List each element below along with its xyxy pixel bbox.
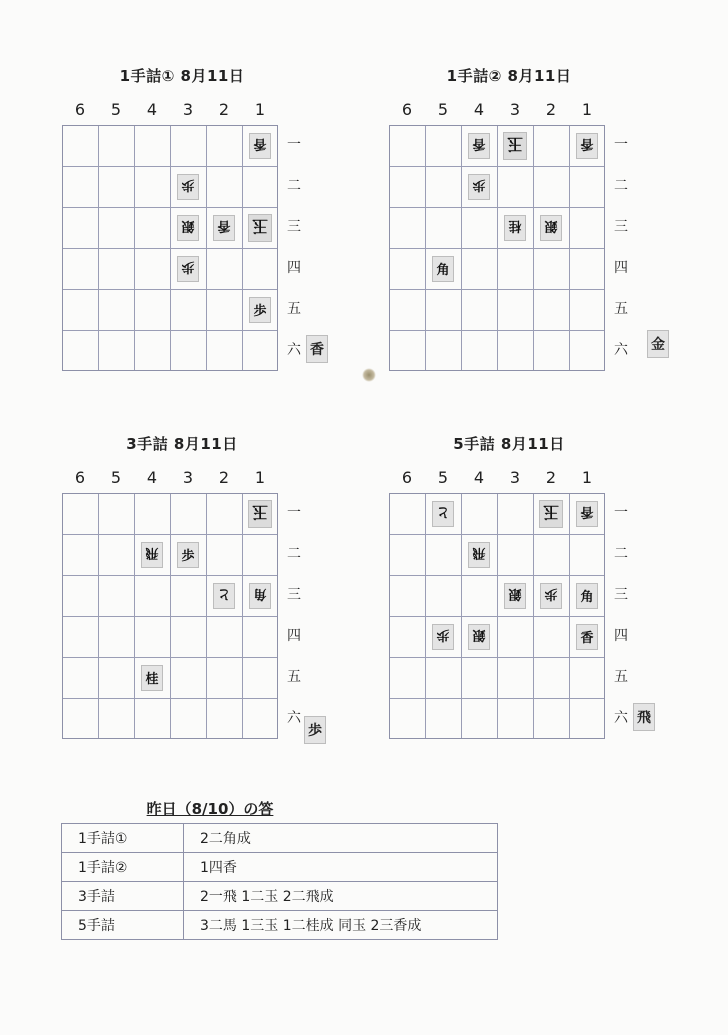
grid-line <box>533 494 534 738</box>
row-numbers <box>284 493 304 739</box>
problem-2 <box>389 65 689 405</box>
answers-title: 昨日（8/10）の答 <box>146 800 274 818</box>
row-number: 四 <box>614 628 628 644</box>
column-number: 4 <box>473 468 485 487</box>
shogi-piece: 銀 <box>504 583 526 609</box>
shogi-piece: 角 <box>432 256 454 282</box>
row-number: 四 <box>614 260 628 276</box>
column-number: 5 <box>437 468 449 487</box>
answer-label: 3手詰 <box>62 882 184 911</box>
shogi-piece: 角 <box>576 583 598 609</box>
shogi-piece: 香 <box>576 624 598 650</box>
grid-line <box>390 248 604 249</box>
row-number: 一 <box>614 137 628 153</box>
answer-label: 1手詰① <box>62 824 184 853</box>
row-number: 二 <box>287 546 301 562</box>
column-number: 3 <box>182 100 194 119</box>
column-number: 6 <box>401 468 413 487</box>
shogi-piece: 歩 <box>540 583 562 609</box>
row-number: 四 <box>287 260 301 276</box>
problem-title: 1手詰② 8月11日 <box>446 67 572 85</box>
problem-title: 5手詰 8月11日 <box>453 435 565 453</box>
shogi-piece: 玉 <box>248 500 272 528</box>
grid-line <box>63 248 277 249</box>
answer-text: 3二馬 1三玉 1二桂成 同玉 2三香成 <box>184 911 498 940</box>
column-number: 4 <box>146 468 158 487</box>
shogi-piece: 銀 <box>468 624 490 650</box>
shogi-piece: 歩 <box>177 256 199 282</box>
shogi-piece: 桂 <box>504 215 526 241</box>
column-number: 1 <box>581 100 593 119</box>
column-number: 3 <box>509 100 521 119</box>
row-number: 五 <box>287 301 301 317</box>
row-number: 四 <box>287 628 301 644</box>
row-number: 一 <box>287 505 301 521</box>
problem-title: 3手詰 8月11日 <box>126 435 238 453</box>
row-number: 五 <box>614 669 628 685</box>
table-row <box>62 853 498 882</box>
shogi-piece: 玉 <box>248 214 272 242</box>
column-number: 4 <box>473 100 485 119</box>
column-number: 1 <box>254 468 266 487</box>
shogi-piece: 香 <box>468 133 490 159</box>
paper-smudge <box>362 368 376 382</box>
shogi-board <box>62 493 278 739</box>
grid-line <box>63 330 277 331</box>
shogi-piece: 玉 <box>539 500 563 528</box>
shogi-piece: 歩 <box>177 542 199 568</box>
grid-line <box>63 616 277 617</box>
shogi-board <box>389 125 605 371</box>
grid-line <box>206 126 207 370</box>
table-row <box>62 882 498 911</box>
row-numbers <box>611 493 631 739</box>
answer-label: 1手詰② <box>62 853 184 882</box>
column-number: 3 <box>509 468 521 487</box>
column-number: 2 <box>545 100 557 119</box>
shogi-piece: 香 <box>576 133 598 159</box>
shogi-piece: 歩 <box>177 174 199 200</box>
grid-line <box>569 494 570 738</box>
shogi-piece: 桂 <box>141 665 163 691</box>
shogi-piece: 銀 <box>540 215 562 241</box>
problem-3 <box>62 433 362 773</box>
shogi-piece: 玉 <box>503 132 527 160</box>
piece-in-hand: 金 <box>647 330 669 358</box>
answer-text: 2二角成 <box>184 824 498 853</box>
shogi-piece: 歩 <box>249 297 271 323</box>
grid-line <box>390 330 604 331</box>
row-number: 六 <box>614 342 628 358</box>
row-numbers <box>284 125 304 371</box>
column-number: 2 <box>545 468 557 487</box>
shogi-piece: 飛 <box>141 542 163 568</box>
answer-text: 2一飛 1二玉 2二飛成 <box>184 882 498 911</box>
column-number: 5 <box>110 468 122 487</box>
table-row <box>62 911 498 940</box>
grid-line <box>390 657 604 658</box>
piece-in-hand: 香 <box>306 335 328 363</box>
problem-4 <box>389 433 689 773</box>
row-number: 六 <box>287 342 301 358</box>
row-number: 五 <box>614 301 628 317</box>
grid-line <box>390 698 604 699</box>
row-number: 六 <box>287 710 301 726</box>
column-number: 1 <box>581 468 593 487</box>
shogi-board <box>389 493 605 739</box>
column-numbers <box>389 468 605 488</box>
column-number: 5 <box>437 100 449 119</box>
row-number: 三 <box>287 219 301 235</box>
problem-title: 1手詰① 8月11日 <box>119 67 245 85</box>
row-number: 二 <box>614 178 628 194</box>
column-number: 6 <box>401 100 413 119</box>
column-numbers <box>389 100 605 120</box>
answers-table <box>61 823 498 940</box>
grid-line <box>390 616 604 617</box>
shogi-board <box>62 125 278 371</box>
row-number: 三 <box>287 587 301 603</box>
row-numbers <box>611 125 631 371</box>
grid-line <box>63 657 277 658</box>
column-number: 5 <box>110 100 122 119</box>
column-number: 1 <box>254 100 266 119</box>
shogi-piece: 香 <box>576 501 598 527</box>
problem-1 <box>62 65 362 405</box>
piece-in-hand: 飛 <box>633 703 655 731</box>
piece-in-hand: 歩 <box>304 716 326 744</box>
column-number: 6 <box>74 468 86 487</box>
grid-line <box>533 126 534 370</box>
column-numbers <box>62 100 278 120</box>
column-number: 4 <box>146 100 158 119</box>
shogi-piece: 歩 <box>432 624 454 650</box>
grid-line <box>63 289 277 290</box>
row-number: 二 <box>287 178 301 194</box>
grid-line <box>569 126 570 370</box>
row-number: 三 <box>614 587 628 603</box>
row-number: 一 <box>287 137 301 153</box>
shogi-piece: 角 <box>249 583 271 609</box>
grid-line <box>390 289 604 290</box>
row-number: 一 <box>614 505 628 521</box>
grid-line <box>242 126 243 370</box>
answer-label: 5手詰 <box>62 911 184 940</box>
shogi-piece: 香 <box>249 133 271 159</box>
row-number: 三 <box>614 219 628 235</box>
table-row <box>62 824 498 853</box>
shogi-piece: 香 <box>213 215 235 241</box>
row-number: 五 <box>287 669 301 685</box>
grid-line <box>206 494 207 738</box>
column-number: 3 <box>182 468 194 487</box>
grid-line <box>63 698 277 699</box>
row-number: 六 <box>614 710 628 726</box>
answer-text: 1四香 <box>184 853 498 882</box>
shogi-piece: 歩 <box>468 174 490 200</box>
column-number: 2 <box>218 468 230 487</box>
column-number: 6 <box>74 100 86 119</box>
shogi-piece: 飛 <box>468 542 490 568</box>
row-number: 二 <box>614 546 628 562</box>
grid-line <box>242 494 243 738</box>
column-numbers <box>62 468 278 488</box>
shogi-piece: 銀 <box>177 215 199 241</box>
column-number: 2 <box>218 100 230 119</box>
shogi-piece: と <box>213 583 235 609</box>
shogi-piece: と <box>432 501 454 527</box>
